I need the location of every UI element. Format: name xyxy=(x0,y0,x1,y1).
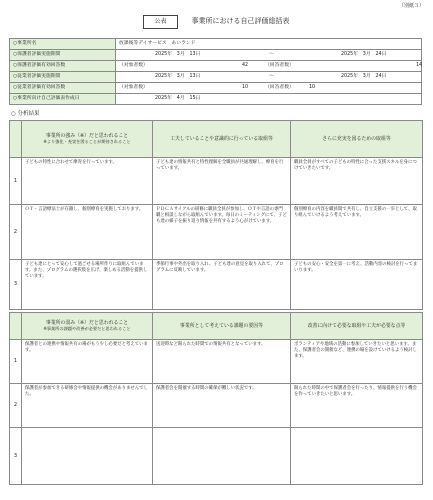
weakness-cell: 保護者との連携や情報共有の場がもう少し必要だと考えています。 xyxy=(22,340,153,384)
guardian-answer-count: 14 xyxy=(416,62,423,68)
info-table xyxy=(9,38,422,105)
cause-cell xyxy=(153,428,291,485)
staff-period-label: ○従業者評価実施期間 xyxy=(10,71,116,82)
further-effort-cell: 子どもの安心・安全を第一に考え、活動内容の検討を行ってまいります。 xyxy=(291,260,423,310)
weaknesses-header xyxy=(22,313,153,340)
cause-header: 事業所として考えている課題の要因等 xyxy=(153,313,291,340)
row-number: 3 xyxy=(10,260,22,310)
table-row xyxy=(10,158,423,205)
weakness-cell xyxy=(22,428,153,485)
further-effort-cell: 個別療育の内容を職員間で共有し、自立支援の一歩として、取り組んでいけるよう考えています。 xyxy=(291,205,423,260)
row-number: 3 xyxy=(10,428,22,485)
cause-cell: 送迎時など限られた時間での情報共有となっています。 xyxy=(153,340,291,384)
effort-cell: ＰＤＣＡサイクルの研修に職員全員が参加し、ＯＴや言語の専門職と相談しながら取組んでいます。毎日のミーティングにて、子ども達の様子を振り返り情報を共有するよう心がけています。 xyxy=(153,205,291,260)
row-number: 1 xyxy=(10,340,22,384)
public-badge: 公表 xyxy=(143,15,177,29)
office-name-value: 放課後等デイサービス あいランド xyxy=(116,39,422,50)
strength-cell: ＯＴ・言語療法士が在籍し、個別療育を実施しております。 xyxy=(22,205,153,260)
guardian-target-count: 42 xyxy=(242,62,249,68)
weaknesses-table xyxy=(9,312,423,485)
strengths-header-sub: ※より強化・充実を図ることが期待されること xyxy=(43,139,131,145)
page-title: 事業所における自己評価総括表 xyxy=(191,17,290,26)
table-row xyxy=(10,260,423,310)
effort-cell: 季節行事や外出を取り入れ、子ども達の意見を取り入れて、プログラムに反映しています。 xyxy=(153,260,291,310)
effort-cell: 子ども達の情報共有と特性理解を全職員が共通理解し、療育を行っています。 xyxy=(153,158,291,205)
summary-date-value: 2025年 4月 15日 xyxy=(155,95,201,101)
strength-cell: 子どもの特性に合わせて療育を行っています。 xyxy=(22,158,153,205)
tilde: 〜 xyxy=(269,73,274,79)
cause-cell: 保護者会を開催する時間の確保が難しい状況です。 xyxy=(153,384,291,428)
strengths-header-main: 事業所の強み（※）だと思われること xyxy=(45,132,129,139)
answer-count-label: （回答者数） xyxy=(265,62,294,68)
improvement-cell: ボランティアや地域の活動に参加していきたいと思います。また、保護者会の開催など、連携の場を設けていけるよう検討します。 xyxy=(291,340,423,384)
staff-target-count: 10 xyxy=(242,84,249,90)
staff-count-label: ○従業者評価有効回答数 xyxy=(10,82,116,93)
improvement-cell xyxy=(291,428,423,485)
table-row xyxy=(10,340,423,384)
target-count-label: （対象者数） xyxy=(119,62,148,68)
row-number: 1 xyxy=(10,158,22,205)
guardian-period-label: ○保護者評価実施期間 xyxy=(10,49,116,60)
weakness-cell: 保護者が参加できる研修会や情報提供の機会がありませんでした。 xyxy=(22,384,153,428)
appendix-label: （別紙３） xyxy=(398,3,424,9)
answer-count-label: （回答者数） xyxy=(265,84,294,90)
further-efforts-header: さらに充実を図るための取組等 xyxy=(291,121,423,158)
staff-start-date: 2025年 3月 13日 xyxy=(155,73,201,79)
table-row xyxy=(10,205,423,260)
tilde: 〜 xyxy=(269,51,274,57)
staff-end-date: 2025年 3月 24日 xyxy=(341,73,387,79)
office-name-label: ○事業所名 xyxy=(10,39,116,50)
guardian-start-date: 2025年 3月 13日 xyxy=(155,51,201,57)
guardian-end-date: 2025年 3月 24日 xyxy=(341,51,387,57)
table-row xyxy=(10,384,423,428)
row-number: 2 xyxy=(10,384,22,428)
row-number: 2 xyxy=(10,205,22,260)
target-count-label: （対象者数） xyxy=(119,84,148,90)
improvement-header: 改善に向けて必要な取組や工夫が必要な点等 xyxy=(291,313,423,340)
analysis-label: ○ 分析結果 xyxy=(11,111,40,117)
strength-cell: 子ども達にとって安心して過ごせる場所作りに取組んでいます。また、プログラムの選択肢を広げ、楽しめる活動を提供しています。 xyxy=(22,260,153,310)
efforts-header: 工夫していることや意識的に行っている取組等 xyxy=(153,121,291,158)
table-row xyxy=(10,428,423,485)
title-row xyxy=(0,15,433,29)
strengths-table xyxy=(9,120,423,310)
weaknesses-header-main: 事業所の弱み（※）だと思われること xyxy=(45,319,129,326)
guardian-count-label: ○保護者評価有効回答数 xyxy=(10,60,116,71)
further-effort-cell: 職員全員がすべての子どもの特性に合った支援スキルを身につけていきたいです。 xyxy=(291,158,423,205)
staff-answer-count: 10 xyxy=(309,84,316,90)
improvement-cell: 限られた時間の中で保護者会を行ったり、情報提供を行う機会を作っていきたいと思います。 xyxy=(291,384,423,428)
summary-date-label: ○事業所向け自己評価表作成日 xyxy=(10,93,116,104)
strengths-header xyxy=(22,121,153,158)
weaknesses-header-sub: ※事業所の課題や改善が必要だと思われること xyxy=(43,326,131,332)
